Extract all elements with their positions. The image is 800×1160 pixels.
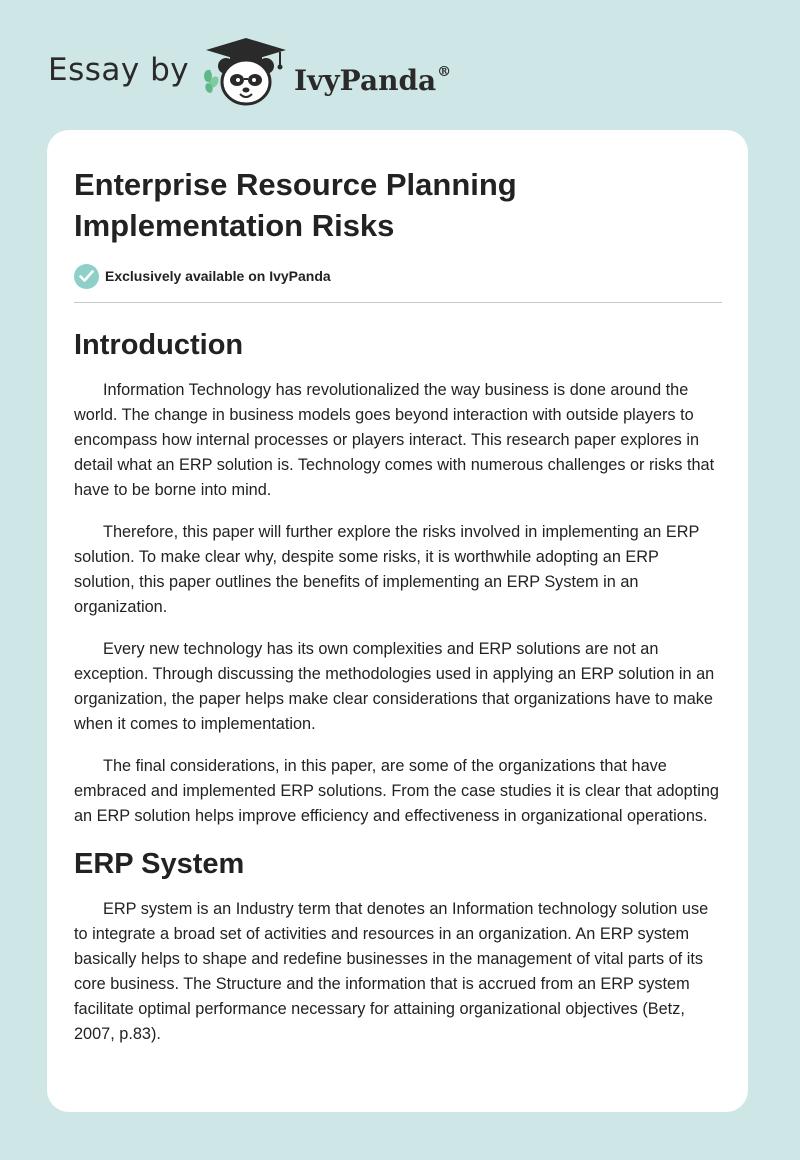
check-circle-icon xyxy=(74,264,99,289)
divider xyxy=(74,302,722,303)
brand-name[interactable] xyxy=(294,54,451,99)
badge-text: Exclusively available on IvyPanda xyxy=(105,268,331,284)
brand-text: IvyPanda xyxy=(294,64,437,97)
registered-mark: ® xyxy=(437,64,452,80)
paragraph: The final considerations, in this paper, are some of the organizations that have embraced and implemented ERP solutions. From the case studies it is clear that adopting an ERP solution helps improve efficiency and effectiveness in organizational operations. xyxy=(74,757,719,825)
paragraph: ERP system is an Industry term that denotes an Information technology solution use to integrate a broad set of activities and resources in an organization. An ERP system basically helps to shape and redefine businesses in the management of vital parts of its core business. The Structure and the information that is accrued from an ERP system facilitate optimal performance necessary for attaining organizational objectives (Betz, 2007, p.83). xyxy=(74,900,709,1043)
paragraph: Every new technology has its own complexities and ERP solutions are not an exception. Through discussing the methodologies used in applying an ERP solution in an organization, the paper helps make clear considerations that organizations have to make when it comes to implementation. xyxy=(74,640,715,733)
section-heading-erp-system: ERP System xyxy=(74,848,245,880)
page-title: Enterprise Resource Planning Implementation Risks xyxy=(74,167,517,243)
site-header xyxy=(0,0,800,130)
essay-by-label: Essay by xyxy=(48,52,190,88)
paragraph: Information Technology has revolutionalized the way business is done around the world. The change in business models goes beyond interaction with outside players to encompass how internal processes or players interact. This research paper explores in detail what an ERP solution is. Technology comes with numerous challenges or risks that have to be borne into mind. xyxy=(74,381,715,499)
paragraph: Therefore, this paper will further explore the risks involved in implementing an ERP solution. To make clear why, despite some risks, it is worthwhile adopting an ERP solution, this paper outlines the benefits of implementing an ERP System in an organization. xyxy=(74,523,700,616)
panda-graduate-icon[interactable] xyxy=(200,36,292,108)
essay-card xyxy=(47,130,748,1112)
section-heading-introduction: Introduction xyxy=(74,329,244,361)
exclusive-badge xyxy=(74,262,722,290)
